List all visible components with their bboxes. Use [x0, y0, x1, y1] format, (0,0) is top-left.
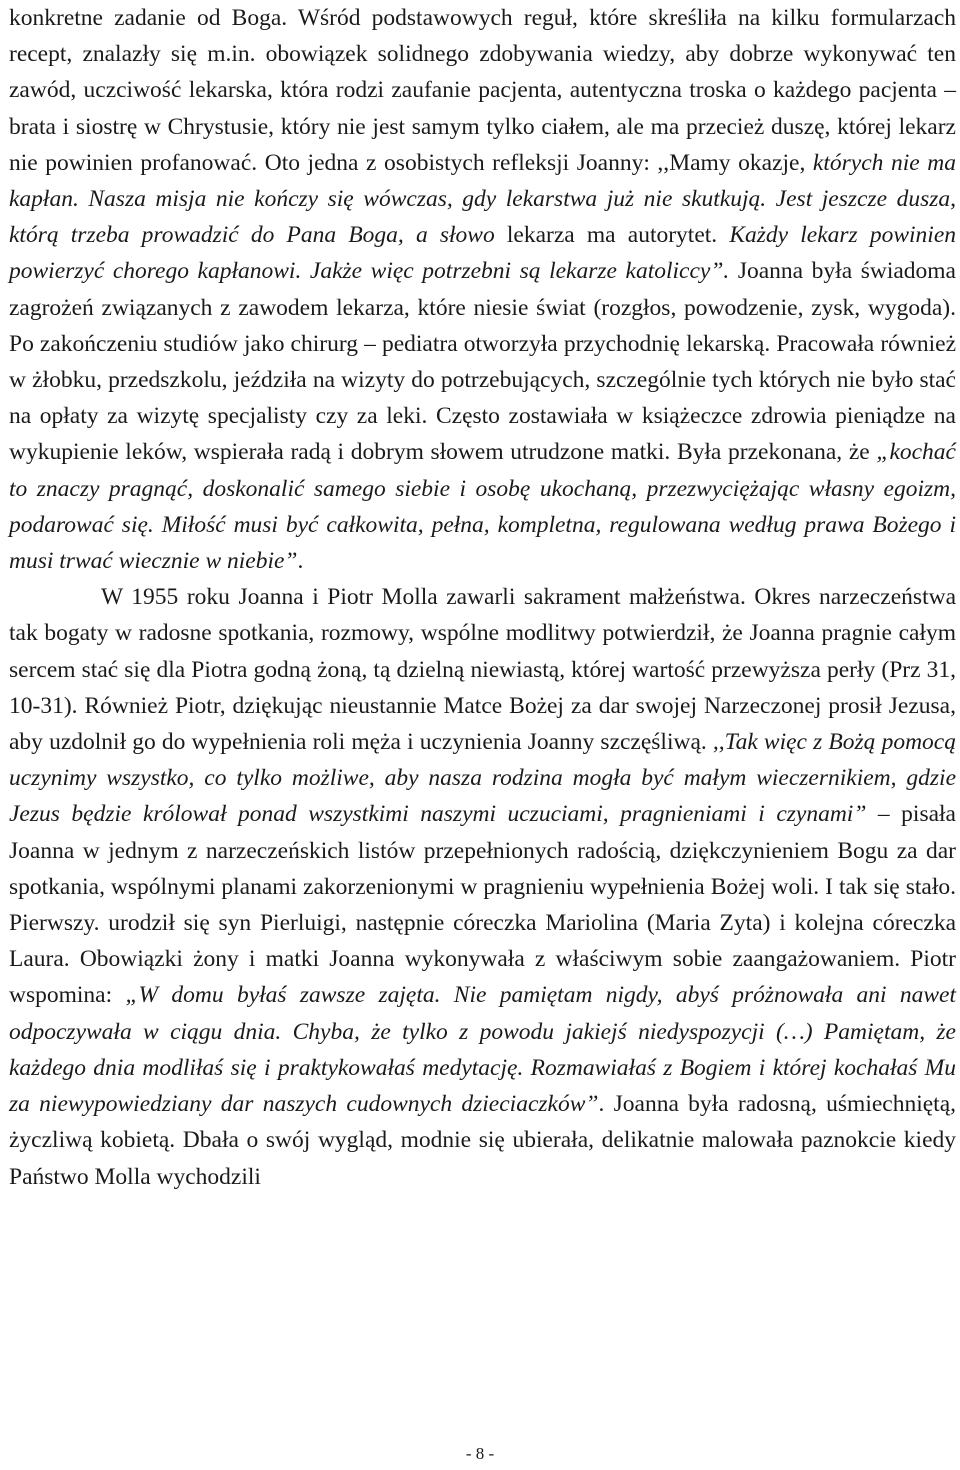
- text-segment: Mamy okazje,: [669, 149, 813, 176]
- text-segment: których nie ma kapłan. Nasza misja nie kończy się wówczas, gdy lekarstwa już nie skutkują. Jest jeszcze dusza, którą trzeba prowadzić do Pana Boga, a słowo: [9, 149, 956, 249]
- page-number: - 8 -: [465, 1444, 495, 1463]
- paragraph-1: [9, 0, 956, 579]
- text-segment: konkretne zadanie od Boga. Wśród podstawowych reguł, które skreśliła na kilku formularzach recept, znalazły się m.in. obowiązek solidnego zdobywania wiedzy, aby dobrze wykonywać ten zawód, uczciwość lekarska, która rodzi zaufanie pacjenta, autentyczna troska o każdego pacjenta – brata i siostrę w Chrystusie, który nie jest samym tylko ciałem, ale ma przecież duszę, której lekarz nie powinien profanować. Oto jedna z osobistych refleksji Joanny: ,,: [9, 5, 956, 176]
- text-segment: „kochać to znaczy pragnąć, doskonalić samego siebie i osobę ukochaną, przezwyciężając własny egoizm, podarować się. Miłość musi być całkowita, pełna, kompletna, regulowana według prawa Bożego i musi trwać wiecznie w niebie”: [9, 439, 956, 575]
- text-segment: Każdy lekarz powinien powierzyć chorego kapłanowi. Jakże więc potrzebni są lekarze katoliccy”.: [9, 222, 957, 285]
- text-segment: „W domu byłaś zawsze zajęta. Nie pamiętam nigdy, abyś próżnowała ani nawet odpoczywała w ciągu dnia. Chyba, że tylko z powodu jakiejś niedyspozycji (…) Pamiętam, że każdego dnia modliłaś się i praktykowałaś medytację. Rozmawiałaś z Bogiem i której kochałaś Mu za niewypowiedziany dar naszych cudownych dzieciaczków”: [9, 982, 956, 1118]
- text-segment: Joanna była świadoma zagrożeń związanych z zawodem lekarza, które niesie świat (rozgłos, powodzenie, zysk, wygoda). Po zakończeniu studiów jako chirurg – pediatra otworzyła przychodnię lekarską. Pracowała również w żłobku, przedszkolu, jeździła na wizyty do potrzebujących, szczególnie tych których nie było stać na opłaty za wizytę specjalisty czy za leki. Często zostawiała w książeczce zdrowia pieniądze na wykupienie leków, wspierała radą i dobrym słowem utrudzone matki. Była przekonana, że: [9, 258, 956, 466]
- text-segment: – pisała Joanna w jednym z narzeczeńskich listów przepełnionych radością, dziękczynieniem Bogu za dar spotkania, wspólnymi planami zakorzenionymi w pragnieniu wypełnienia Bożej woli. I tak się stało. Pierwszy. urodził się syn Pierluigi, następnie córeczka Mariolina (Maria Zyta) i kolejna córeczka Laura. Obowiązki żony i matki Joanna wykonywała z właściwym sobie zaangażowaniem. Piotr wspomina:: [9, 801, 956, 1009]
- text-segment: .: [297, 548, 304, 575]
- document-body: [9, 0, 956, 1195]
- text-segment: lekarza ma autorytet.: [506, 222, 730, 249]
- text-segment: ,,Tak więc z Bożą pomocą uczynimy wszystko, co tylko możliwe, aby nasza rodzina mogła być małym wieczernikiem, gdzie Jezus będzie królował ponad wszystkimi naszymi uczuciami, pragnieniami i czynami”: [9, 729, 956, 828]
- text-segment: . Joanna była radosną, uśmiechniętą, życzliwą kobietą. Dbała o swój wygląd, modnie się ubierała, delikatnie malowała paznokcie kiedy Państwo Molla wychodzili: [9, 1091, 956, 1190]
- paragraph-2: [9, 579, 956, 1194]
- text-segment: W 1955 roku Joanna i Piotr Molla zawarli sakrament małżeństwa. Okres narzeczeństwa tak bogaty w radosne spotkania, rozmowy, wspólne modlitwy potwierdził, że Joanna pragnie całym sercem stać się dla Piotra godną żoną, tą dzielną niewiastą, której wartość przewyższa perły (Prz 31, 10-31). Również Piotr, dziękując nieustannie Matce Bożej za dar swojej Narzeczonej prosił Jezusa, aby uzdolnił go do wypełnienia roli męża i uczynienia Joanny szczęśliwą.: [9, 584, 956, 756]
